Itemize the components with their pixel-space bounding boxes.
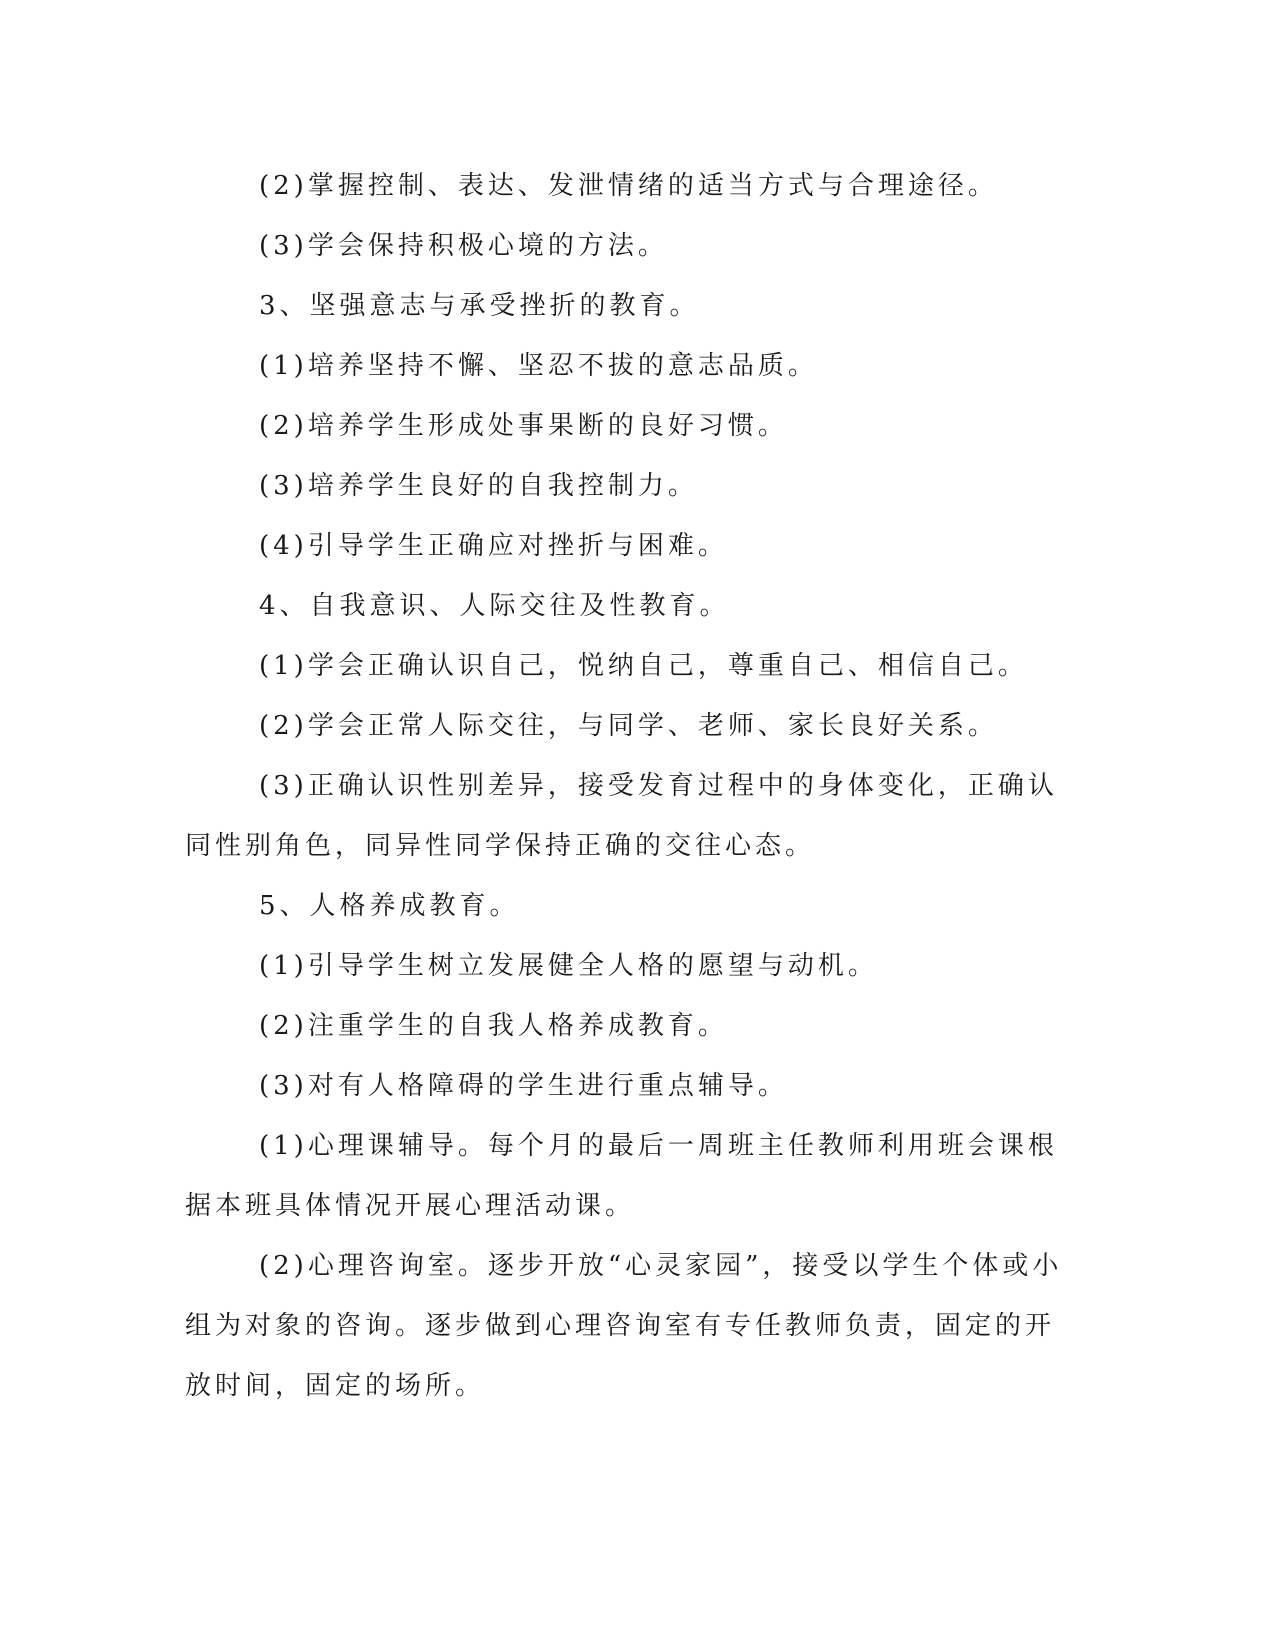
section-heading: 5、人格养成教育。 bbox=[259, 891, 520, 921]
paragraph: (3)学会保持积极心境的方法。 bbox=[259, 231, 668, 261]
paragraph: (1)学会正确认识自己，悦纳自己，尊重自己、相信自己。 bbox=[259, 651, 1028, 681]
paragraph: (3)正确认识性别差异，接受发育过程中的身体变化，正确认同性别角色，同异性同学保持正确的交往心态。 bbox=[185, 771, 1058, 861]
paragraph: (2)掌握控制、表达、发泄情绪的适当方式与合理途径。 bbox=[259, 171, 998, 201]
paragraph: (2)注重学生的自我人格养成教育。 bbox=[259, 1011, 728, 1041]
paragraph: (1)引导学生树立发展健全人格的愿望与动机。 bbox=[259, 951, 878, 981]
paragraph: (4)引导学生正确应对挫折与困难。 bbox=[259, 531, 728, 561]
section-heading: 3、坚强意志与承受挫折的教育。 bbox=[259, 291, 700, 321]
paragraph: (3)培养学生良好的自我控制力。 bbox=[259, 471, 698, 501]
document-body bbox=[185, 156, 1075, 1416]
paragraph: (1)心理课辅导。每个月的最后一周班主任教师利用班会课根据本班具体情况开展心理活动课。 bbox=[185, 1131, 1058, 1221]
paragraph: (2)培养学生形成处事果断的良好习惯。 bbox=[259, 411, 788, 441]
paragraph: (2)学会正常人际交往，与同学、老师、家长良好关系。 bbox=[259, 711, 998, 741]
paragraph: (1)培养坚持不懈、坚忍不拔的意志品质。 bbox=[259, 351, 818, 381]
paragraph: (3)对有人格障碍的学生进行重点辅导。 bbox=[259, 1071, 788, 1101]
section-heading: 4、自我意识、人际交往及性教育。 bbox=[259, 591, 730, 621]
paragraph: (2)心理咨询室。逐步开放“心灵家园”，接受以学生个体或小组为对象的咨询。逐步做到心理咨询室有专任教师负责，固定的开放时间，固定的场所。 bbox=[185, 1251, 1063, 1401]
